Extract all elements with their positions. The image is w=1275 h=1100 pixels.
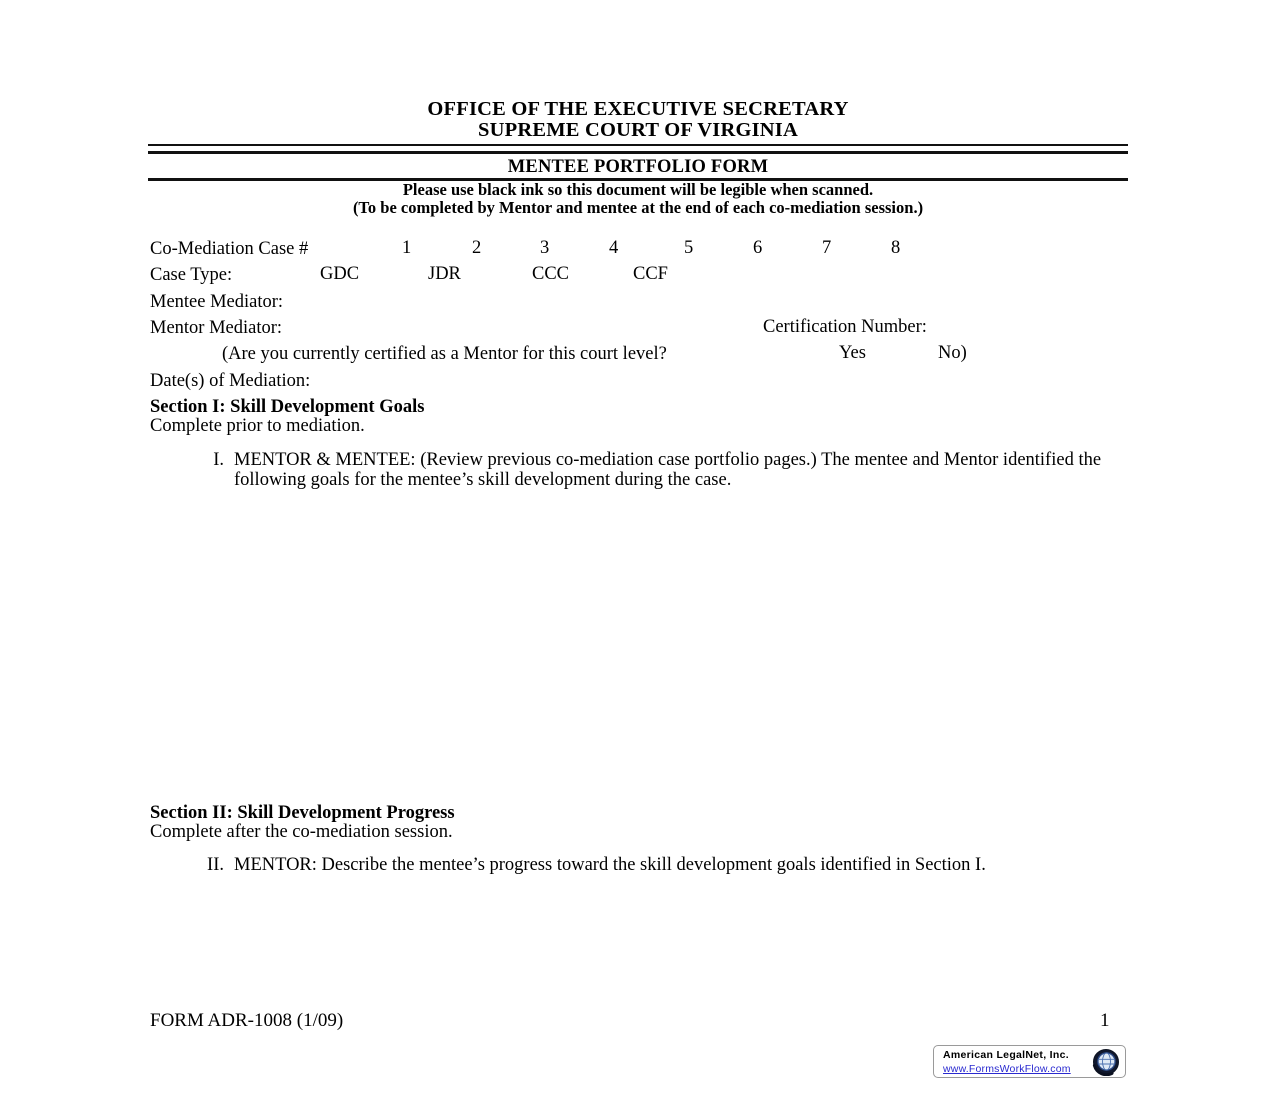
section-two-heading: Section II: Skill Development Progress [150,803,455,823]
case-number-option-3[interactable]: 3 [540,238,550,258]
case-number-option-8[interactable]: 8 [891,238,901,258]
section-two-item-text: MENTOR: Describe the mentee’s progress toward the skill development goals identified in Section I. [234,855,986,875]
mentor-certified-no-option[interactable]: No) [938,343,967,363]
form-title: MENTEE PORTFOLIO FORM [507,157,769,177]
header-divider-top-lower [148,151,1128,154]
ink-notice: Please use black ink so this document will be legible when scanned. [402,180,874,199]
case-type-option-jdr[interactable]: JDR [428,264,461,284]
american-legalnet-badge[interactable] [933,1045,1126,1078]
case-type-option-gdc[interactable]: GDC [320,264,360,284]
completion-notice: (To be completed by Mentor and mentee at the end of each co-mediation session.) [352,198,924,217]
section-two-item [190,856,1125,876]
case-number-option-6[interactable]: 6 [753,238,763,258]
agency-name-line2: SUPREME COURT OF VIRGINIA [478,119,798,141]
section-one-subheading: Complete prior to mediation. [150,416,365,436]
american-legalnet-company-name: American LegalNet, Inc. [943,1049,1069,1061]
form-number: FORM ADR-1008 (1/09) [150,1010,344,1031]
mediation-dates-label: Date(s) of Mediation: [150,371,311,391]
section-one-item [190,451,1125,490]
case-type-label: Case Type: [150,265,233,285]
globe-icon [1092,1048,1120,1076]
section-two-item-number: II. [207,855,224,875]
section-one-heading: Section I: Skill Development Goals [150,397,425,417]
header-divider-top-upper [148,144,1128,146]
case-number-option-5[interactable]: 5 [684,238,694,258]
case-type-option-ccc[interactable]: CCC [532,264,570,284]
american-legalnet-text [943,1048,1088,1076]
forms-workflow-link[interactable]: www.FormsWorkFlow.com [943,1063,1071,1075]
case-number-option-2[interactable]: 2 [472,238,482,258]
mentor-certified-yes-option[interactable]: Yes [839,343,866,363]
mentee-mediator-label: Mentee Mediator: [150,292,284,312]
page-number: 1 [1100,1010,1110,1031]
agency-name-line1: OFFICE OF THE EXECUTIVE SECRETARY [427,98,849,120]
case-number-label: Co-Mediation Case # [150,239,309,259]
mentor-certified-question: (Are you currently certified as a Mentor for this court level? [222,344,667,364]
case-number-option-1[interactable]: 1 [402,238,412,258]
section-one-item-number: I. [213,450,224,470]
case-type-option-ccf[interactable]: CCF [633,264,668,284]
case-number-option-4[interactable]: 4 [609,238,619,258]
case-number-option-7[interactable]: 7 [822,238,832,258]
certification-number-label: Certification Number: [763,317,927,337]
section-one-item-text: MENTOR & MENTEE: (Review previous co-mediation case portfolio pages.) The mentee and Mentor identified the following goals for the mentee’s skill development during the case. [234,450,1102,490]
section-two-subheading: Complete after the co-mediation session. [150,822,453,842]
mentor-mediator-label: Mentor Mediator: [150,318,283,338]
